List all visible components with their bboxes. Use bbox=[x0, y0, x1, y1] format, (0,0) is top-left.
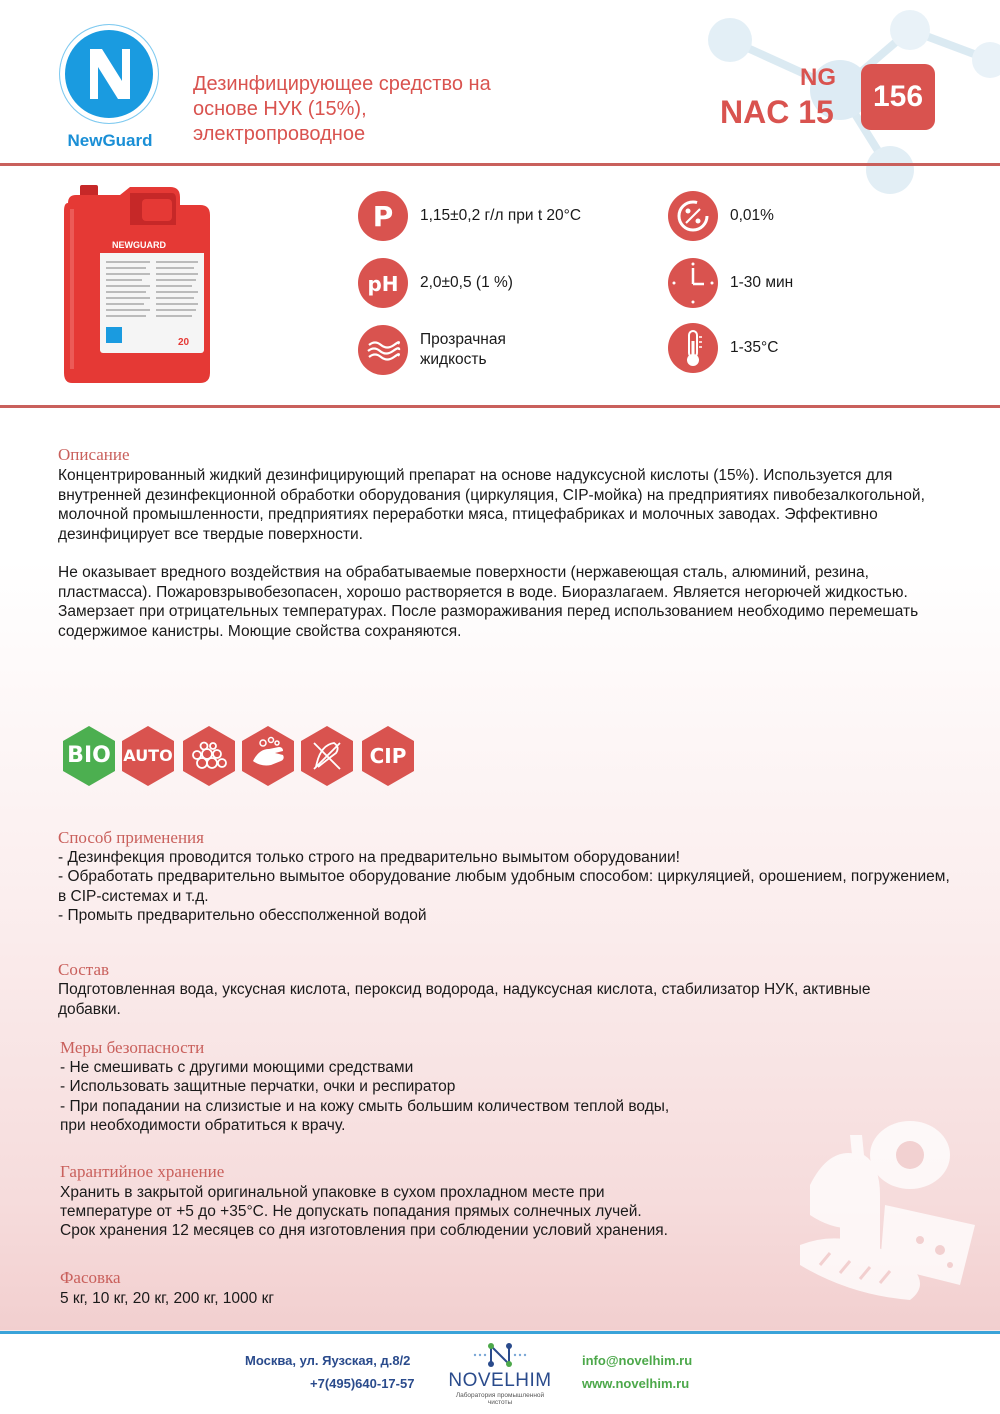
storage-line-1: Хранить в закрытой оригинальной упаковке в сухом прохладном месте при bbox=[60, 1184, 605, 1201]
prop-concentration bbox=[668, 191, 774, 241]
divider-middle bbox=[0, 405, 1000, 408]
usage-title: Способ применения bbox=[58, 828, 204, 847]
liquid-icon bbox=[358, 325, 408, 375]
density-icon bbox=[358, 191, 408, 241]
auto-icon: AUTO bbox=[121, 725, 175, 787]
footer-email[interactable]: info@novelhim.ru bbox=[582, 1353, 693, 1368]
prop-ph-text: 2,0±0,5 (1 %) bbox=[420, 274, 513, 291]
storage-line-2: температуре от +5 до +35°C. Не допускать попадания прямых солнечных лучей. bbox=[60, 1203, 642, 1220]
canister-brand: NEWGUARD bbox=[112, 240, 166, 250]
prop-exposure bbox=[668, 258, 793, 308]
footer-phone[interactable]: +7(495)640-17-57 bbox=[310, 1376, 415, 1391]
safety-line-2: - Использовать защитные перчатки, очки и респиратор bbox=[60, 1078, 456, 1095]
clock-icon bbox=[668, 258, 718, 308]
brand-name: NewGuard bbox=[67, 131, 153, 150]
ph-icon bbox=[358, 258, 408, 308]
canister-weight: 20 bbox=[178, 337, 190, 348]
divider-top bbox=[0, 163, 1000, 166]
cip-icon: CIP bbox=[361, 725, 415, 787]
svg-text:P: P bbox=[372, 200, 394, 233]
composition-text: Подготовленная вода, уксусная кислота, пероксид водорода, надуксусная кислота, стабилизатор НУК, активные добавки. bbox=[58, 981, 871, 1018]
product-title: Дезинфицирующее средство на основе НУК (15%), электропроводное bbox=[193, 73, 491, 145]
description-paragraph-2: Не оказывает вредного воздействия на обрабатываемые поверхности (нержавеющая сталь, алюминий, резина, пластмасса). Пожаровзрывобезопасен, хорошо растворяется в воде. Биоразлагаем. Является негорючей жидкостью. Замерзает при отрицательных температурах. После размораживания перед использованием необходимо перемешать содержимое канистры. Моющие свойства сохраняются. bbox=[58, 564, 919, 640]
svg-text:pH: pH bbox=[367, 272, 399, 296]
storage-line-3: Срок хранения 12 месяцев со дня изготовления при соблюдении условий хранения. bbox=[60, 1222, 668, 1239]
prop-density bbox=[358, 191, 581, 241]
packaging-text: 5 кг, 10 кг, 20 кг, 200 кг, 1000 кг bbox=[60, 1290, 275, 1307]
prop-temperature-text: 1-35°C bbox=[730, 339, 779, 356]
usage-line-2: - Обработать предварительно вымытое оборудование любым удобным способом: циркуляцией, орошением, погружением, в CIP-системах и т.д. bbox=[58, 868, 950, 905]
novelhim-name: NOVELHIM bbox=[448, 1370, 552, 1391]
footer-website[interactable]: www.novelhim.ru bbox=[582, 1376, 690, 1391]
prop-temperature bbox=[668, 323, 778, 373]
food-illustration-icon bbox=[790, 1115, 980, 1305]
prop-density-text: 1,15±0,2 г/л при t 20°C bbox=[420, 207, 582, 224]
footer-address: Москва, ул. Яузская, д.8/2 bbox=[245, 1353, 411, 1368]
bio-icon: BIO bbox=[62, 725, 116, 787]
product-code: NAC 15 bbox=[720, 94, 834, 130]
header bbox=[0, 0, 1000, 160]
novelhim-logo bbox=[445, 1340, 555, 1406]
product-number-badge: 156 bbox=[861, 64, 935, 130]
usage-line-3: - Промыть предварительно обессполженной водой bbox=[58, 907, 427, 924]
logo-n-icon bbox=[60, 25, 158, 123]
prop-exposure-text: 1-30 мин bbox=[730, 274, 794, 291]
usage-line-1: - Дезинфекция проводится только строго на предварительно вымытом оборудовании! bbox=[58, 849, 680, 866]
prop-ph bbox=[358, 258, 513, 308]
safety-line-4: при необходимости обратиться к врачу. bbox=[60, 1117, 346, 1134]
footer-divider bbox=[0, 1331, 1000, 1334]
novelhim-icon bbox=[445, 1340, 555, 1370]
prop-appearance-text: Прозрачная жидкость bbox=[420, 331, 506, 368]
safety-title: Меры безопасности bbox=[60, 1038, 205, 1057]
prop-appearance bbox=[358, 325, 530, 375]
novelhim-tagline: Лаборатория промышленной чистоты bbox=[455, 1392, 545, 1406]
safety-line-3: - При попадании на слизистые и на кожу смыть большим количеством теплой воды, bbox=[60, 1098, 670, 1115]
percent-icon bbox=[668, 191, 718, 241]
code-prefix: NG bbox=[800, 64, 836, 91]
no-manual-icon bbox=[300, 725, 354, 787]
prop-concentration-text: 0,01% bbox=[730, 207, 774, 224]
newguard-logo bbox=[58, 25, 162, 155]
description-paragraph-1: Концентрированный жидкий дезинфицирующий препарат на основе надуксусной кислоты (15%). Используется для внутренней дезинфекционной обработки оборудования (циркуляция, CIP-мойка) на предприятиях пивобезалкогольной, молочной промышленности, предприятиях переработки мяса, птицефабриках и молочных заводах. Эффективно дезинфицирует все твердые поверхности. bbox=[58, 467, 925, 543]
thermometer-icon bbox=[668, 323, 718, 373]
safety-line-1: - Не смешивать с другими моющими средствами bbox=[60, 1059, 414, 1076]
storage-title: Гарантийное хранение bbox=[60, 1162, 225, 1181]
foam-icon bbox=[182, 725, 236, 787]
packaging-title: Фасовка bbox=[60, 1268, 121, 1287]
hand-wash-icon bbox=[241, 725, 295, 787]
canister-image bbox=[60, 185, 215, 385]
description-title: Описание bbox=[58, 445, 130, 464]
composition-title: Состав bbox=[58, 960, 110, 979]
